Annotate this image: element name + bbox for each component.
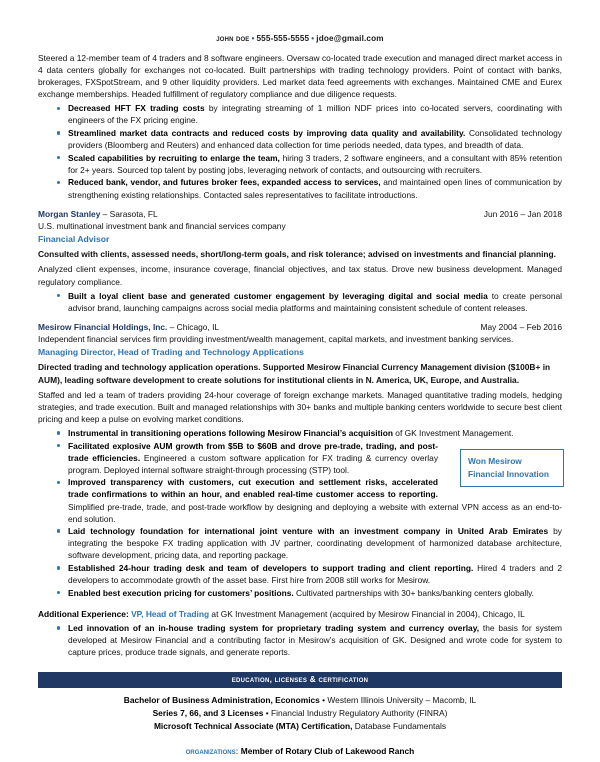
job-lead-statement: Consulted with clients, assessed needs, short/long-term goals, and risk tolerance; advised on investments and financial planning.: [38, 249, 556, 260]
company-name: Morgan Stanley: [38, 208, 101, 219]
certification-detail: Database Fundamentals: [352, 720, 447, 731]
intro-bullet-list: [38, 102, 562, 200]
bullet-highlight: Built a loyal client base and generated customer engagement by leveraging digital and social media: [68, 290, 488, 301]
bullet-highlight: Improved transparency with customers, cut execution and settlement risks, accelerated trade confirmations to within an hour, and enabled real-time customer access to reporting.: [68, 477, 438, 500]
candidate-name: john doe: [216, 34, 250, 43]
job-body-paragraph: Analyzed client expenses, income, insurance coverage, financial objectives, and tax status. Drove new business development. Managed regulatory compliance.: [38, 264, 562, 287]
bullet-text: and maintained open lines of communication by strengthening existing relationships. Contacted sales representatives to facilitate introductions.: [68, 177, 562, 200]
company-location: – Chicago, IL: [167, 321, 220, 332]
additional-experience-label: Additional Experience:: [38, 608, 129, 619]
candidate-phone: 555-555-5555: [256, 34, 310, 43]
bullet-highlight: Scaled capabilities by recruiting to enlarge the team,: [68, 152, 280, 163]
award-line-1: Won Mesirow: [468, 456, 522, 466]
list-item: [38, 127, 562, 151]
bullet-highlight: Streamlined market data contracts and reduced costs by improving data quality and availability.: [68, 128, 466, 139]
bullet-text: by integrating streaming of 1 million NDF prices into co-located servers, coordinating with engineers of the FX pricing engine.: [68, 103, 562, 126]
header-separator-2: •: [311, 34, 315, 43]
job-company-line: [38, 321, 219, 334]
job-title: Financial Advisor: [38, 234, 110, 245]
bullet-text: of GK Investment Management.: [392, 427, 514, 438]
bullet-text: Consolidated technology providers (Bloomberg and Reuters) and enhanced data collection for time periods needed, data types, and breadth of data.: [68, 128, 562, 151]
job-bullet-list-morgan-stanley: [38, 290, 562, 314]
award-line-2: Financial Innovation: [468, 468, 549, 479]
license-detail: • Financial Industry Regulatory Authority (FINRA): [263, 707, 448, 718]
organizations-value: Member of Rotary Club of Lakewood Ranch: [238, 745, 415, 756]
license-name: Series 7, 66, and 3 Licenses: [152, 707, 264, 718]
job-header-mesirow: [38, 321, 562, 334]
additional-experience-bullet-list: [38, 622, 562, 658]
bullet-text: Simplified pre-trade, trade, and post-trade workflow by designing and deploying a website with external VPN access as an end-to-end solution.: [68, 501, 562, 524]
list-item: [38, 102, 562, 126]
bullet-text: the basis for system developed at Mesirow Financial and a contributing factor in Mesirow’s acquisition of GK. Designed and wrote code for system to capture prices, produce trade signals, and generate reports.: [68, 622, 562, 658]
organizations-line: [38, 745, 562, 758]
job-header-morgan-stanley: [38, 208, 562, 221]
bullet-highlight: Led innovation of an in-house trading system for proprietary trading system and currency overlay,: [68, 622, 480, 633]
education-entry: [38, 694, 562, 707]
bullet-text: by integrating the bespoke FX trading application with JV partner, coordinating development of harmonized database architecture, software development, pricing data, and reporting package.: [68, 526, 562, 561]
list-item: [38, 427, 562, 439]
company-location: – Sarasota, FL: [100, 208, 158, 219]
bullet-text: Hired 4 traders and 2 developers to accommodate growth of the asset base. First hire from 2008 still works for Mesirow.: [68, 562, 562, 586]
list-item: [38, 152, 562, 176]
list-item: [38, 562, 562, 586]
employment-dates: May 2004 – Feb 2016: [480, 321, 562, 332]
bullet-highlight: Facilitated explosive AUM growth from $5B to $60B and drove pre-trade, trading, and post-trade efficiencies.: [68, 440, 438, 463]
list-item: [38, 290, 562, 314]
company-name: Mesirow Financial Holdings, Inc.: [38, 321, 168, 332]
company-description: Independent financial services firm providing investment/wealth management, capital markets, and investment banking services.: [38, 334, 514, 345]
job-title: Managing Director, Head of Trading and Technology Applications: [38, 347, 304, 358]
job-lead-statement: Directed trading and technology application operations. Supported Mesirow Financial Currency Management division ($100B+ in AUM), leading software development to create solutions for institutional clients in N. America, UK, Europe, and Australia.: [38, 362, 551, 385]
bullet-highlight: Decreased HFT FX trading costs: [68, 103, 205, 114]
degree-detail: • Western Illinois University – Macomb, IL: [319, 694, 477, 705]
bullet-highlight: Reduced bank, vendor, and futures broker fees, expanded access to services,: [68, 177, 381, 188]
bullet-text: to create personal advisor brand, launching campaigns across social media platforms and maintaining consistent schedule of content releases.: [68, 290, 562, 313]
page-header: [38, 0, 562, 52]
bullet-highlight: Established 24-hour trading desk and team of developers to support trading and client reporting.: [68, 562, 474, 573]
organizations-label: organizations:: [185, 745, 239, 756]
list-item: [38, 622, 562, 658]
additional-experience-line: [38, 608, 562, 620]
employment-dates: Jun 2016 – Jan 2018: [483, 208, 562, 219]
additional-experience-detail: at GK Investment Management (acquired by Mesirow Financial in 2004), Chicago, IL: [209, 608, 525, 619]
list-item: [38, 587, 562, 599]
list-item: [38, 176, 562, 200]
education-entry: [38, 707, 562, 720]
job-body-paragraph: Staffed and led a team of traders providing 24-hour coverage of foreign exchange markets. Managed quantitative trading models, hedging strategies, and trade execution. Built and managed relationships with 30+ banks and multiple banking centers worldwide to secure best client pricing and keep a pulse on evolving market conditions.: [38, 389, 562, 424]
bullet-highlight: Enabled best execution pricing for customers’ positions.: [68, 587, 294, 598]
education-list: [38, 694, 562, 733]
degree-name: Bachelor of Business Administration, Economics: [123, 694, 320, 705]
bullet-highlight: Instrumental in transitioning operations following Mesirow Financial’s acquisition: [68, 427, 393, 438]
education-entry: [38, 720, 562, 733]
award-callout-box: [460, 449, 564, 487]
candidate-email: jdoe@gmail.com: [316, 34, 384, 43]
list-item: [38, 525, 562, 561]
job-company-line: [38, 208, 158, 221]
bullet-text: hiring 3 traders, 2 software engineers, and a consultant with 85% retention for 2+ years. Sourced top talent by posting jobs, leveraging network of contacts, and outsourcing with recruiters.: [68, 152, 562, 175]
header-separator-1: •: [251, 34, 255, 43]
bullet-text: Engineered a custom software application for FX trading & currency overlay program. Deployed internal software straight-through processing (STP) tool.: [68, 452, 439, 475]
education-section-header: education, licenses & certification: [38, 672, 562, 688]
intro-paragraph: Steered a 12-member team of 4 traders and 8 software engineers. Oversaw co-located trade execution and managed direct market access in 4 data centers globally for exchanges not co-located. Built partnerships with trading technology providers. Point of contact with banks, brokerages, FXSpotStream, and 9 other liquidity providers. Led market data feed agreements with exchanges. Maintained CME and Eurex exchange memberships. Headed fulfillment of regulatory compliance and due diligence requests.: [38, 53, 562, 100]
certification-name: Microsoft Technical Associate (MTA) Certification,: [153, 720, 353, 731]
additional-experience-role: VP, Head of Trading: [128, 608, 210, 619]
bullet-text: Cultivated partnerships with 30+ banks/banking centers globally.: [293, 587, 535, 598]
bullet-highlight: Laid technology foundation for international joint venture with an investment company in United Arab Emirates: [68, 526, 549, 537]
company-description: U.S. multinational investment bank and financial services company: [38, 221, 286, 232]
